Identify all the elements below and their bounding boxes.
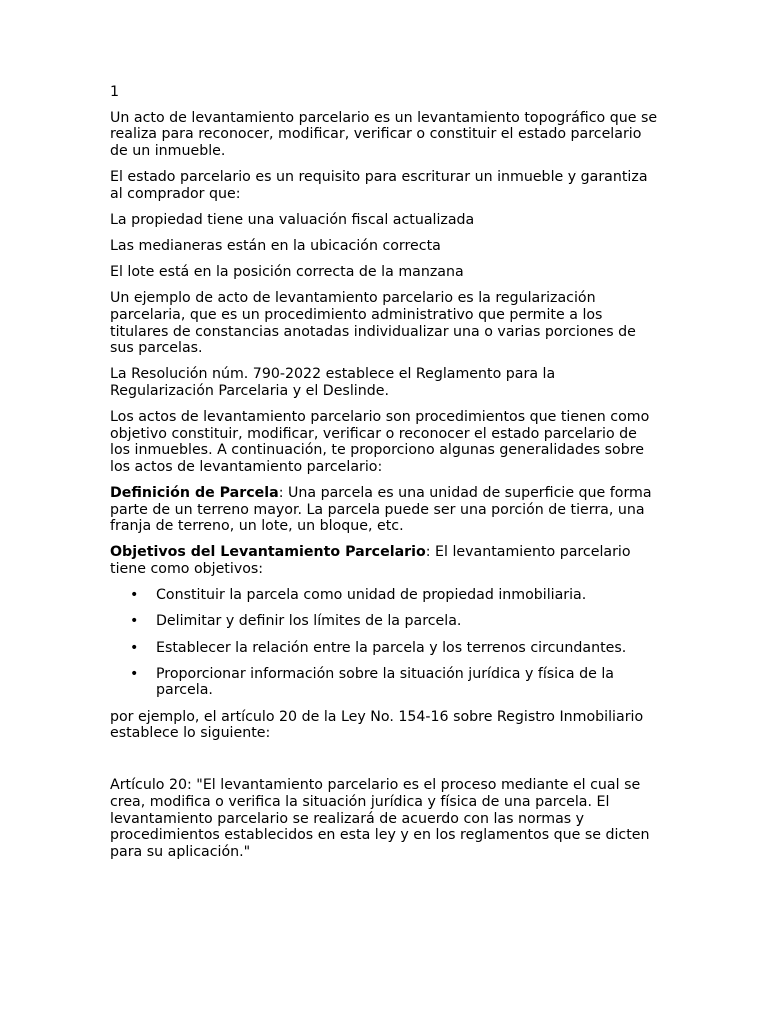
paragraph-parcel-definition (110, 485, 660, 535)
list-item-text: Constituir la parcela como unidad de propiedad inmobiliaria. (156, 587, 587, 604)
list-item (110, 613, 660, 630)
paragraph-parcel-state-requirement: El estado parcelario es un requisito para escriturar un inmueble y garantiza al comprador que: (110, 168, 648, 202)
paragraph-guarantee-valuation: La propiedad tiene una valuación fiscal actualizada (110, 211, 475, 228)
paragraph-objectives-intro (110, 544, 660, 577)
bullet-icon: • (130, 665, 139, 682)
bullet-icon: • (130, 639, 139, 656)
list-item (110, 666, 660, 699)
paragraph-definition-act: Un acto de levantamiento parcelario es un levantamiento topográfico que se realiza para reconocer, modificar, verificar o constituir el estado parcelario de un inmueble. (110, 109, 658, 159)
blank-line (110, 751, 660, 777)
page-number: 1 (110, 84, 120, 100)
list-item-text: Delimitar y definir los límites de la parcela. (156, 613, 462, 630)
objectives-text: : El levantamiento parcelario tiene como objetivos: (110, 544, 631, 577)
paragraph-guarantee-medianeras: Las medianeras están en la ubicación correcta (110, 237, 441, 254)
objectives-list (110, 587, 660, 699)
list-item (110, 640, 660, 657)
list-item (110, 587, 660, 604)
objectives-term: Objetivos del Levantamiento Parcelario (110, 544, 426, 561)
bullet-icon: • (130, 613, 139, 630)
list-item-text: Establecer la relación entre la parcela y los terrenos circundantes. (156, 639, 627, 656)
paragraph-generalities: Los actos de levantamiento parcelario son procedimientos que tienen como objetivo constituir, modificar, verificar o reconocer el estado parcelario de los inmuebles. A continuación, te proporciono algunas generalidades sobre los actos de levantamiento parcelario: (110, 409, 650, 475)
paragraph-guarantee-lot-position: El lote está en la posición correcta de la manzana (110, 264, 464, 281)
bullet-icon: • (130, 587, 139, 604)
paragraph-article-quote: Artículo 20: "El levantamiento parcelario es el proceso mediante el cual se crea, modifica o verifica la situación jurídica y física de una parcela. El levantamiento parcelario se realizará de acuerdo con las normas y procedimientos establecidos en esta ley y en los reglamentos que se dicten para su aplicación." (110, 777, 650, 860)
document-page (110, 84, 660, 870)
parcel-definition-term: Definición de Parcela (110, 485, 279, 502)
paragraph-example-regularization: Un ejemplo de acto de levantamiento parcelario es la regularización parcelaria, que es un procedimiento administrativo que permite a los titulares de constancias anotadas individualizar una o varias porciones de sus parcelas. (110, 290, 636, 357)
paragraph-law-reference: por ejemplo, el artículo 20 de la Ley No. 154-16 sobre Registro Inmobiliario establece lo siguiente: (110, 708, 644, 742)
parcel-definition-text: : Una parcela es una unidad de superficie que forma parte de un terreno mayor. La parcela puede ser una porción de tierra, una franja de terreno, un lote, un bloque, etc. (110, 485, 652, 535)
list-item-text: Proporcionar información sobre la situación jurídica y física de la parcela. (156, 665, 615, 699)
paragraph-resolution: La Resolución núm. 790-2022 establece el Reglamento para la Regularización Parcelaria y el Deslinde. (110, 366, 556, 399)
